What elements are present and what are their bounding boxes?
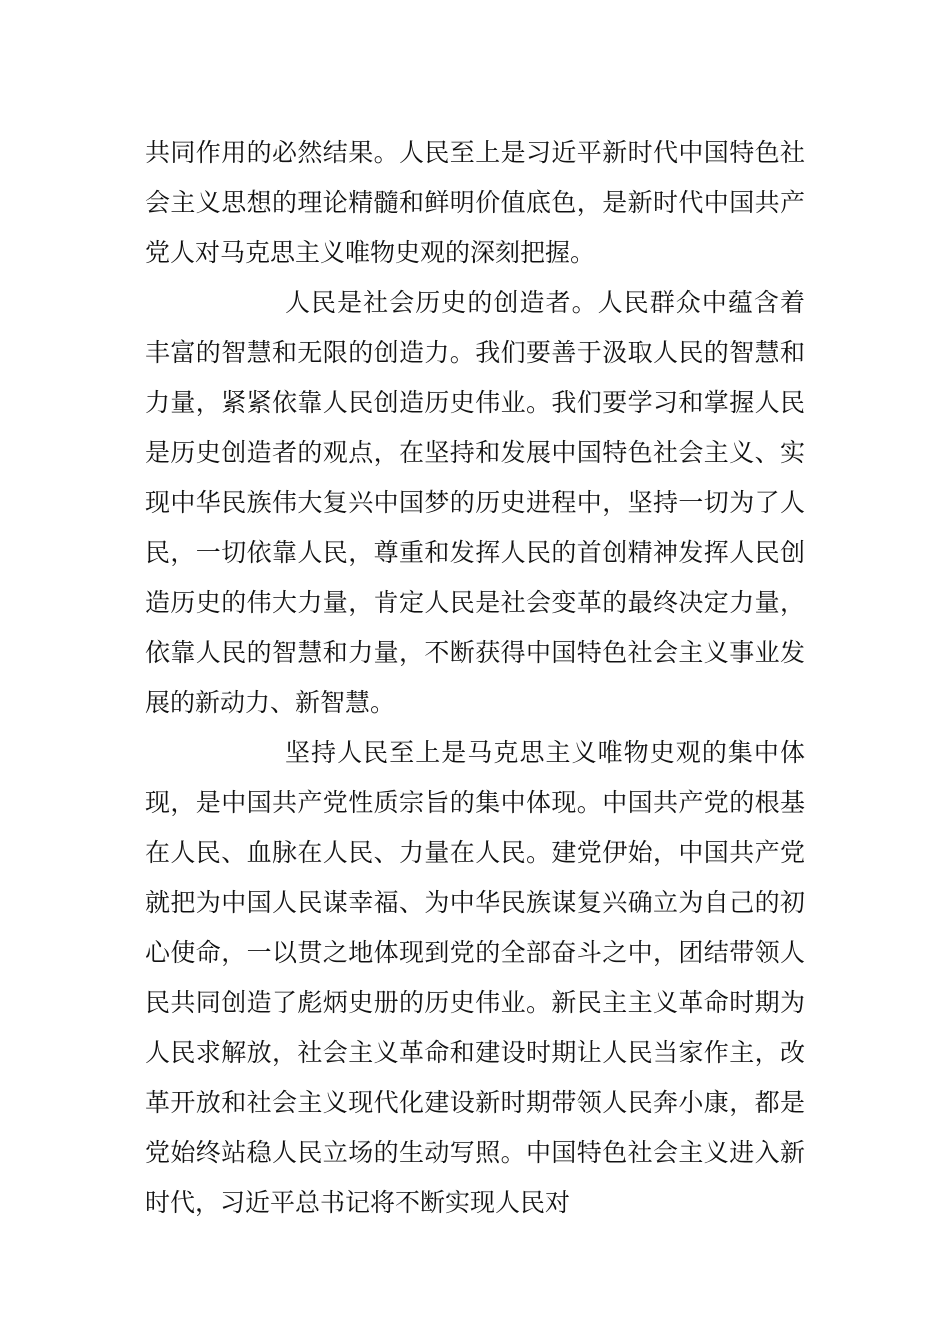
paragraph-people-first: 坚持人民至上是马克思主义唯物史观的集中体现，是中国共产党性质宗旨的集中体现。中国共产党的根基在人民、血脉在人民、力量在人民。建党伊始，中国共产党就把为中国人民谋幸福、为中华民族谋复兴确立为自己的初心使命，一以贯之地体现到党的全部奋斗之中，团结带领人民共同创造了彪炳史册的历史伟业。新民主主义革命时期为人民求解放，社会主义革命和建设时期让人民当家作主，改革开放和社会主义现代化建设新时期带领人民奔小康，都是党始终站稳人民立场的生动写照。中国特色社会主义进入新时代，习近平总书记将不断实现人民对 <box>145 738 805 1217</box>
paragraph-people-create-history: 人民是社会历史的创造者。人民群众中蕴含着丰富的智慧和无限的创造力。我们要善于汲取人民的智慧和力量，紧紧依靠人民创造历史伟业。我们要学习和掌握人民是历史创造者的观点，在坚持和发展中国特色社会主义、实现中华民族伟大复兴中国梦的历史进程中，坚持一切为了人民，一切依靠人民，尊重和发挥人民的首创精神发挥人民创造历史的伟大力量，肯定人民是社会变革的最终决定力量，依靠人民的智慧和力量，不断获得中国特色社会主义事业发展的新动力、新智慧。 <box>145 288 805 717</box>
body-text <box>145 128 805 1228</box>
paragraph-continuation: 共同作用的必然结果。人民至上是习近平新时代中国特色社会主义思想的理论精髓和鲜明价值底色，是新时代中国共产党人对马克思主义唯物史观的深刻把握。 <box>145 138 805 267</box>
